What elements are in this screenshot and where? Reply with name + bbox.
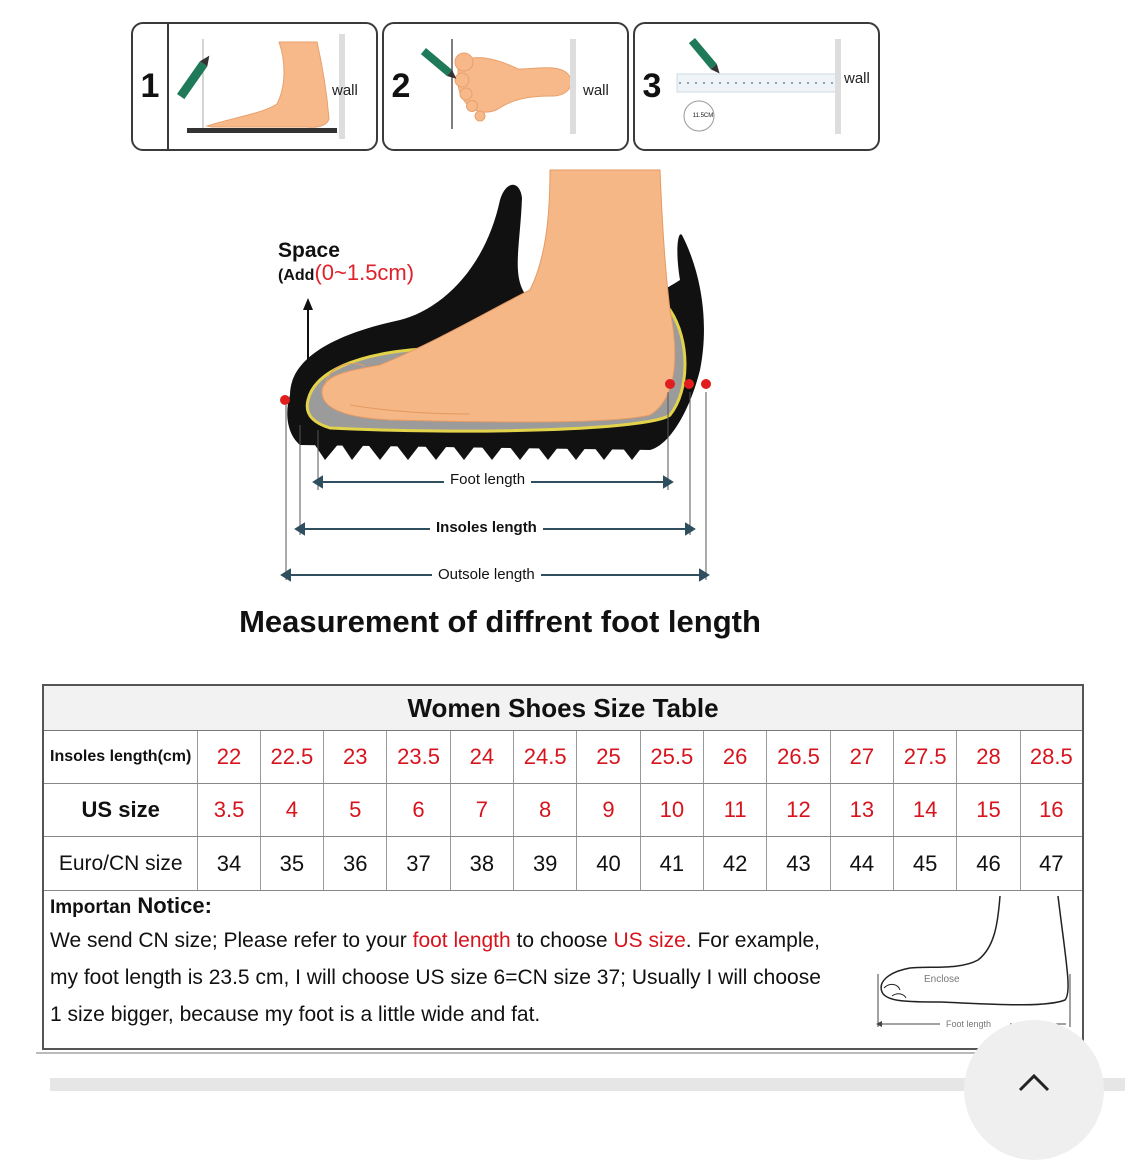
table-cell: 16 [1020, 784, 1082, 836]
table-cell: 5 [323, 784, 386, 836]
table-cell: 28.5 [1020, 731, 1082, 783]
notice-line-2: my foot length is 23.5 cm, I will choose US size 6=CN size 37; Usually I will choose [50, 966, 821, 989]
step-panel-2 [382, 22, 629, 151]
wall-label: wall [844, 70, 870, 87]
table-cell: 27 [830, 731, 893, 783]
row-header: US size [81, 797, 160, 822]
table-cell: 36 [323, 837, 386, 890]
table-cell: 24 [450, 731, 513, 783]
table-cell: 35 [260, 837, 323, 890]
foot-length-label: Foot length [444, 471, 531, 488]
notice-head-a: Importan [50, 897, 132, 918]
table-cell: 8 [513, 784, 576, 836]
wall-label: wall [583, 82, 609, 99]
table-cell: 26.5 [766, 731, 829, 783]
table-cell: 44 [830, 837, 893, 890]
table-cell: 15 [956, 784, 1019, 836]
divider [36, 1052, 1091, 1054]
table-cell: 24.5 [513, 731, 576, 783]
step-panel-3 [633, 22, 880, 151]
size-table [42, 684, 1084, 1050]
notice-text-part: to choose [510, 929, 614, 952]
sketch-foot-length-label: Foot length [946, 1019, 992, 1029]
table-cell: 9 [576, 784, 639, 836]
table-cell: 34 [197, 837, 259, 890]
table-cell: 38 [450, 837, 513, 890]
notice-heading [50, 892, 880, 922]
notice-line-3: 1 size bigger, because my foot is a little wide and fat. [50, 1003, 541, 1026]
table-cell: 12 [766, 784, 829, 836]
table-cell: 13 [830, 784, 893, 836]
diagram-caption: Measurement of diffrent foot length [239, 604, 761, 639]
table-cell: 4 [260, 784, 323, 836]
table-cell: 22 [197, 731, 259, 783]
notice-text [50, 892, 880, 1033]
table-cell: 23.5 [386, 731, 449, 783]
measure-badge: 11.5CM [692, 113, 714, 119]
table-cell: 25 [576, 731, 639, 783]
step-number: 3 [642, 67, 662, 105]
space-add-value: (0~1.5cm) [314, 260, 415, 285]
notice-head-b: Notice: [137, 893, 212, 918]
table-cell: 14 [893, 784, 956, 836]
space-add-prefix: (Add [278, 267, 315, 284]
step-number: 1 [133, 24, 169, 149]
table-row-us [44, 784, 1082, 837]
size-table-title: Women Shoes Size Table [44, 686, 1082, 731]
table-cell: 41 [640, 837, 703, 890]
table-cell: 28 [956, 731, 1019, 783]
row-header: Insoles length(cm) [50, 748, 192, 765]
table-row-euro [44, 837, 1082, 891]
table-cell: 3.5 [197, 784, 259, 836]
table-cell: 39 [513, 837, 576, 890]
notice-line-1 [50, 922, 880, 959]
step-number: 2 [391, 67, 411, 105]
table-cell: 47 [1020, 837, 1082, 890]
table-cell: 45 [893, 837, 956, 890]
notice-highlight: US size [613, 929, 686, 952]
space-title: Space [278, 239, 340, 262]
table-cell: 6 [386, 784, 449, 836]
table-cell: 25.5 [640, 731, 703, 783]
table-cell: 11 [703, 784, 766, 836]
insoles-length-label: Insoles length [430, 519, 543, 536]
row-header: Euro/CN size [58, 851, 183, 875]
table-cell: 42 [703, 837, 766, 890]
table-row-insoles [44, 731, 1082, 784]
notice-text-part: . For example, [685, 929, 821, 952]
table-cell: 40 [576, 837, 639, 890]
table-cell: 43 [766, 837, 829, 890]
table-cell: 10 [640, 784, 703, 836]
wall-label: wall [332, 82, 358, 99]
space-annotation [278, 240, 414, 287]
table-cell: 26 [703, 731, 766, 783]
scroll-top-button[interactable] [964, 1020, 1104, 1160]
notice-text-part: We send CN size; Please refer to your [50, 929, 413, 952]
table-cell: 23 [323, 731, 386, 783]
sketch-enclose-label: Enclose [924, 974, 960, 985]
step-panel-1 [131, 22, 378, 151]
notice-highlight: foot length [412, 929, 511, 952]
outsole-length-label: Outsole length [432, 566, 541, 583]
table-cell: 22.5 [260, 731, 323, 783]
table-cell: 37 [386, 837, 449, 890]
table-cell: 46 [956, 837, 1019, 890]
table-cell: 7 [450, 784, 513, 836]
chevron-up-icon [1016, 1072, 1052, 1092]
table-cell: 27.5 [893, 731, 956, 783]
